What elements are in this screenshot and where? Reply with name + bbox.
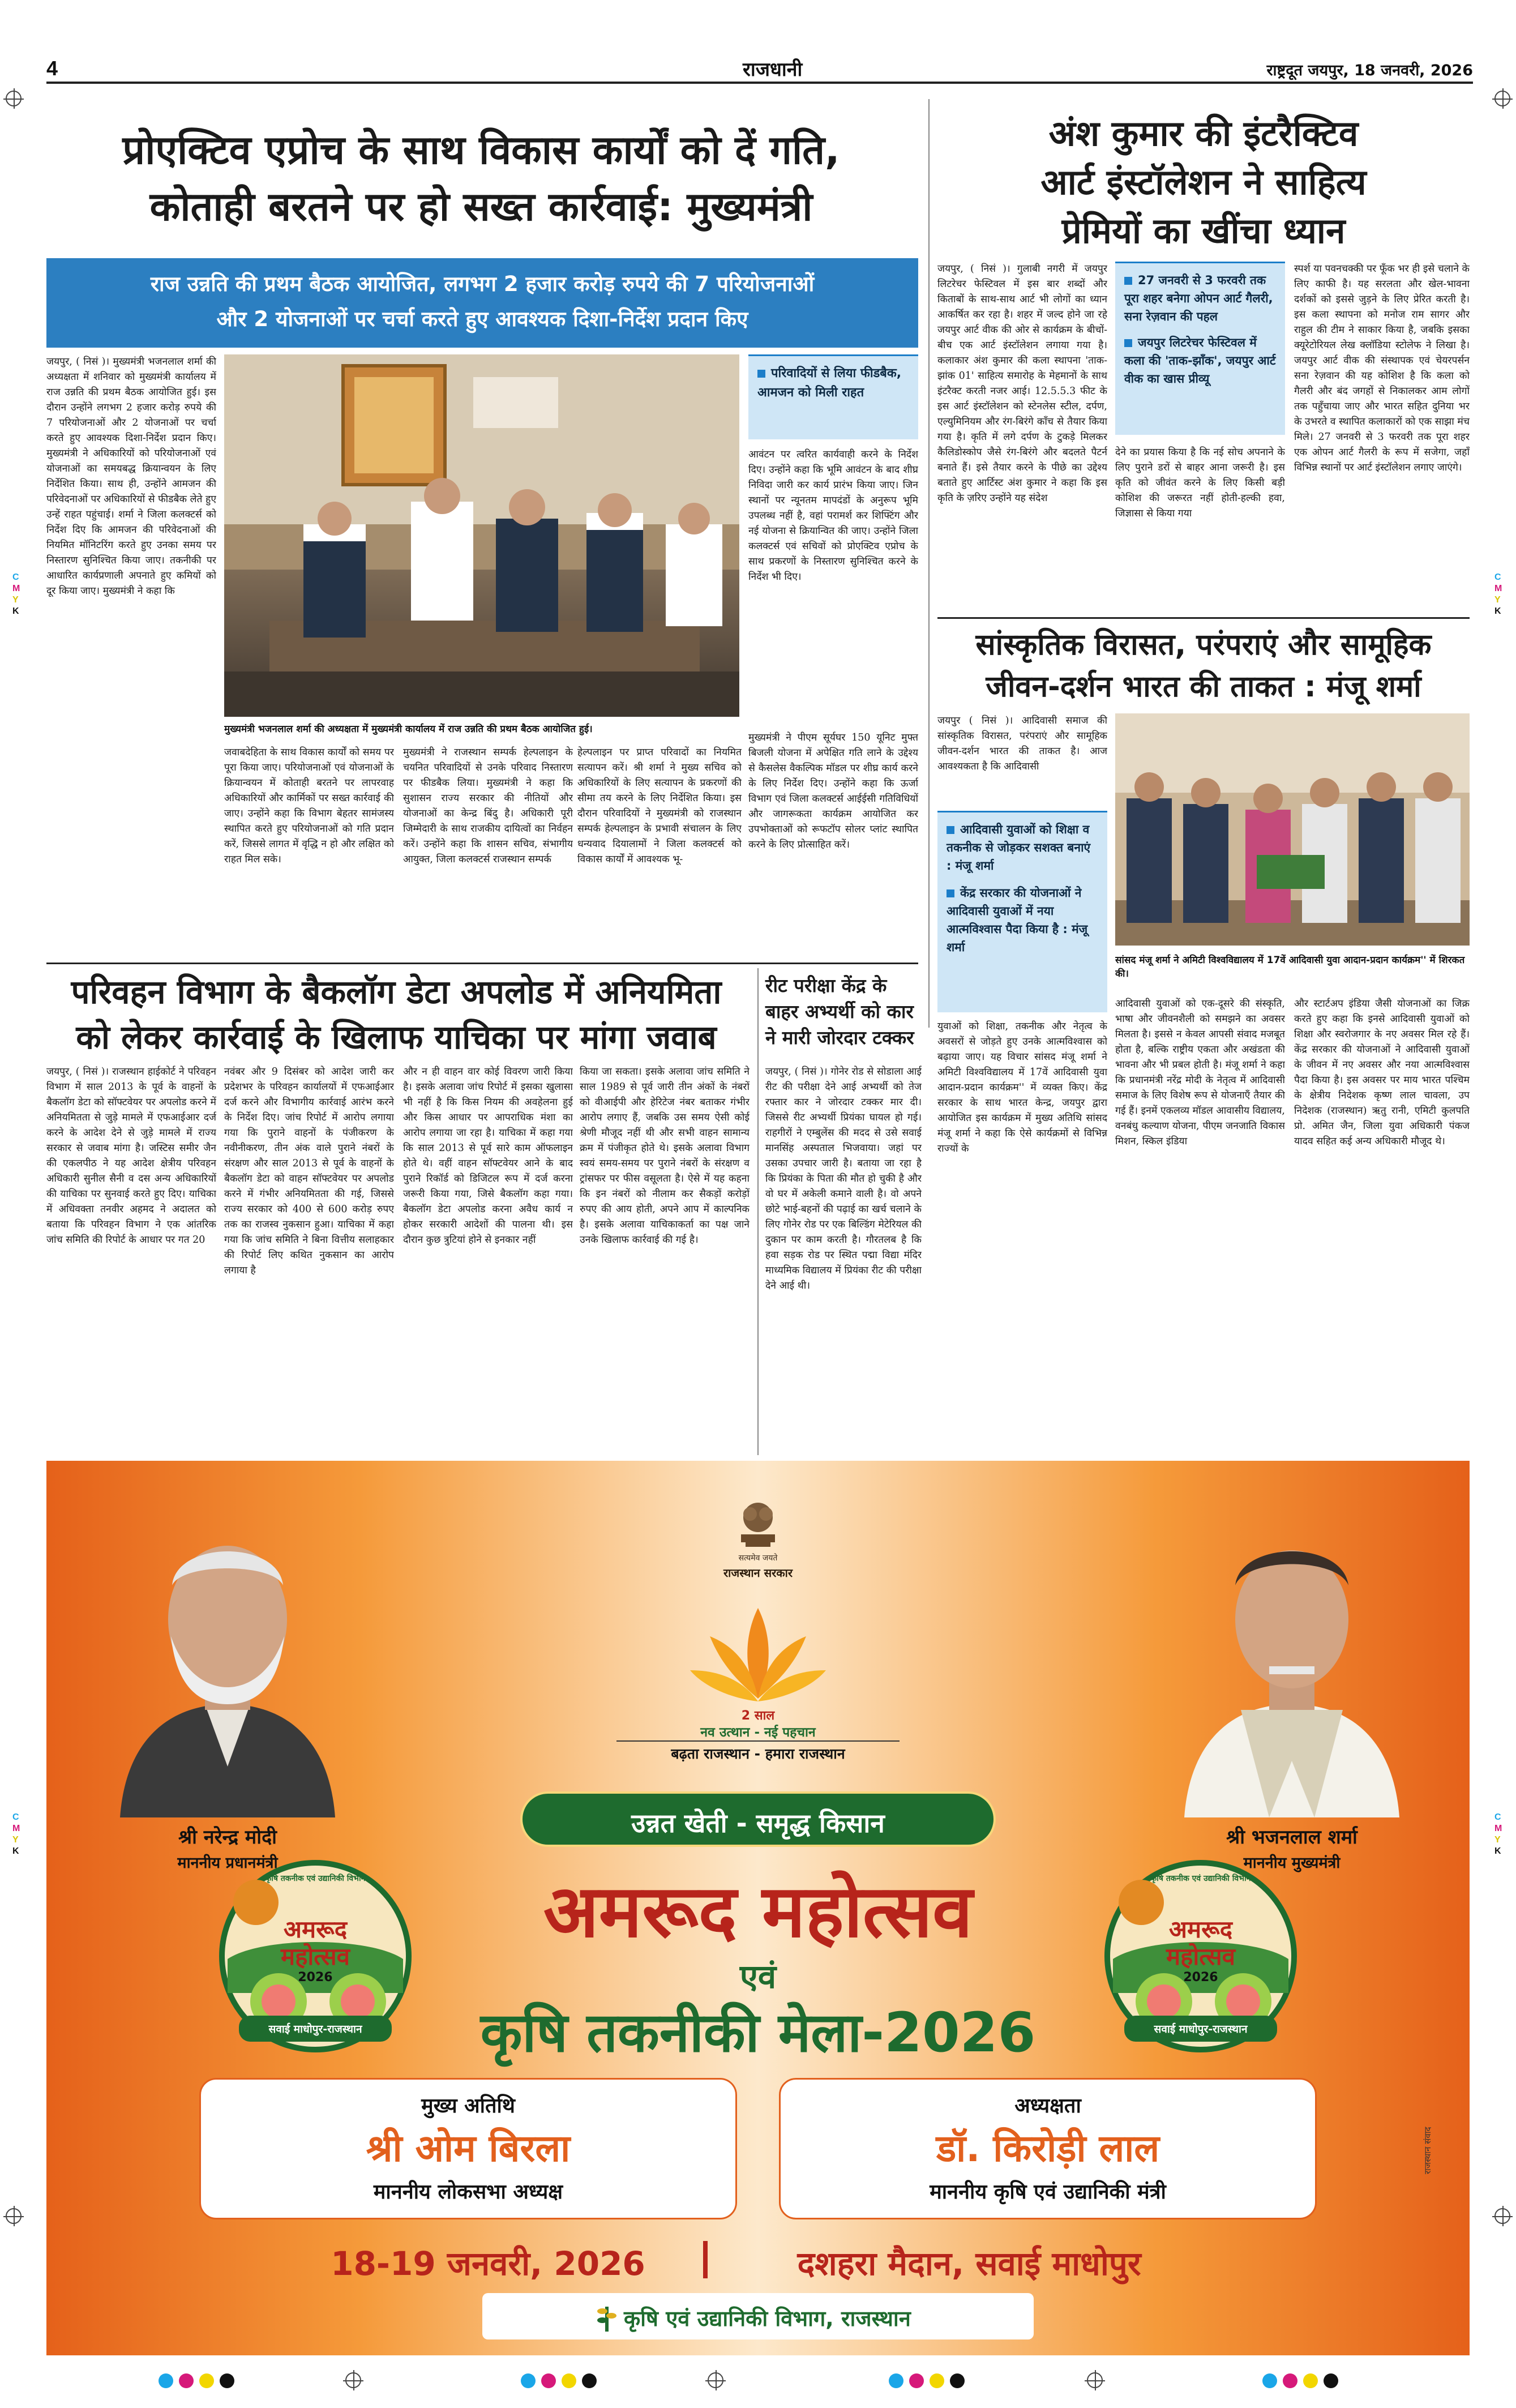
logo-left-title1: अमरूद (283, 1915, 348, 1943)
festival-title-line1: अमरूद महोत्सव (543, 1870, 973, 1954)
bullet-icon (947, 889, 954, 897)
cmyk-marks-right-bottom: C M Y K (1494, 1812, 1502, 1856)
emblem-caption: राजस्थान सरकार (723, 1566, 793, 1580)
tribal-intro-text: जयपुर ( निसं )। आदिवासी समाज की सांस्कृतिक विरासत, परंपराएं और सामूहिक जीवन-दर्शन भारत की ताकत है। आज आवश्यकता है कि आदिवासी (937, 715, 1107, 772)
registration-mark (1087, 2372, 1103, 2388)
tribal-col2-text: आदिवासी युवाओं को एक-दूसरे की संस्कृति, भाषा और जीवनशैली को समझने का अवसर मिलता है। इससे न केवल आपसी संवाद मजबूत होता है, बल्कि राष्ट्रीय एकता और अखंडता की भावना और भी प्रबल होती है। मंजू शर्मा ने कहा कि प्रधानमंत्री नरेंद्र मोदी के नेतृत्व में आदिवासी समाज के लिए विशेष रूप से योजनाएँ तैयार की गई हैं। इनमें एकलव्य मॉडल आवासीय विद्यालय, वनबंधु कल्याण योजना, पीएम जनजाति विकास मिशन, स्किल इंडिया (1115, 998, 1285, 1147)
art-headline-line1: अंश कुमार की इंटरैक्टिव (1048, 113, 1359, 154)
page-header (46, 52, 1473, 84)
main-col4-top-text: आवंटन पर त्वरित कार्यवाही करने के निर्देश दिए। उन्होंने कहा कि भूमि आवंटन के बाद शीघ्र निविदा जारी कर कार्य प्रारंभ किया जाए। जिन स्थानों पर न्यूनतम मापदंडों के अनुरूप भूमि उपलब्ध नहीं है, वहां परामर्श कर शिफ्टिंग और नई योजना से क्रियान्वित की जाए। उन्होंने जिला कलक्टर्स एवं सचिवों को प्रोएक्टिव एप्रोच के साथ प्रकरणों के निस्तारण सुनिश्चित करने के निर्देश भी दिए। (748, 449, 918, 583)
reet-body-text: जयपुर, ( निसं )। गोनेर रोड से सोडाला आई रीट की परीक्षा देने आई अभ्यर्थी को तेज रफ्तार कार ने जोरदार टक्कर मार दी। जिससे रीट अभ्यर्थी प्रियंका घायल हो गई। राहगीरों ने एम्बुलेंस की मदद से उसे सवाई मानसिंह अस्पताल भिजवाया। जहां पर उसका उपचार जारी है। बताया जा रहा है कि प्रियंका के पिता की मौत हो चुकी है और वो घर में अकेली कमाने वाली है। वो अपने छोटे भाई-बहनों की पढ़ाई का खर्च चलाने के लिए गोनेर रोड पर एक बिल्डिंग मेटेरियल की दुकान पर काम करती है। गौरतलब है कि हवा सड़क रोड पर स्थित पद्मा विद्या मंदिर माध्यमिक विद्यालय में प्रियंका रीट की परीक्षा देने आई थी। (765, 1066, 922, 1291)
yellow-dot (199, 2373, 214, 2388)
section-divider (46, 963, 918, 964)
cyan-dot (521, 2373, 536, 2388)
agriculture-dept-icon (596, 2301, 618, 2332)
festival-title-line2: एवं (739, 1957, 777, 1996)
magenta-dot (1283, 2373, 1297, 2388)
modi-portrait (109, 1500, 346, 1817)
art-highlight-item: 27 जनवरी से 3 फरवरी तक पूरा शहर बनेगा ओपन आर्ट गैलरी, सना रेज़वान की पहल (1124, 273, 1273, 323)
tribal-photo-caption: सांसद मंजू शर्मा ने अमिटी विश्वविद्यालय में 17वें आदिवासी युवा आदान-प्रदान कार्यक्रम'' में शिरकत की। (1115, 955, 1465, 980)
main-col3-text: मुख्यमंत्री ने राजस्थान सम्पर्क हेल्पलाइन के चयनित परिवादियों से उनके परिवाद निस्तारण पर फीडबैक लिया। मुख्यमंत्री ने कहा कि सुशासन राज्य सरकार की नीतियों और योजनाओं का केन्द्र बिंदु है। अधिकारी पूरी जिम्मेदारी के साथ राजकीय दायित्वों का निर्वहन करें। उन्होंने कहा कि शासन सचिव, संभागीय आयुक्त, जिला कलक्टर्स राजस्थान सम्पर्क (403, 747, 573, 865)
art-col3-text: स्पर्श या पवनचक्की पर फूँक भर ही इसे चलाने के लिए काफी है। यह सरलता और खेल-भावना दर्शकों को इससे जुड़ने के लिए प्रेरित करती है। इस कला स्थापना को मनोज राम सागर और राहुल की टीम ने साकार किया है, जबकि इसका क्यूरेटोरियल लेख क्लॉडिया स्टोलेफ ने लिखा है। जयपुर आर्ट वीक की संस्थापक एवं चेयरपर्सन सना रेज़वान की यह कोशिश है कि कला को गैलरी और बंद जगहों से निकालकर आम लोगों तक पहुँचाया जाए और भारत सहित दुनिया भर के उभरते व स्थापित कलाकारों को एक साझा मंच मिले। 27 जनवरी से 3 फरवरी तक पूरा शहर एक ओपन आर्ट गैलरी के रूप में सजेगा, जहाँ विभिन्न स्थानों पर आर्ट इंस्टॉलेशन लगाए जाएंगे। (1294, 263, 1470, 473)
cyan-dot (159, 2373, 173, 2388)
chief-guest-label: मुख्य अतिथि (421, 2094, 515, 2118)
registration-mark (6, 2208, 22, 2224)
registration-mark (6, 91, 22, 106)
logo-right-title1: अमरूद (1168, 1915, 1233, 1943)
magenta-dot (909, 2373, 924, 2388)
main-highlight-box (748, 354, 918, 439)
transport-headline-line2: को लेकर कार्रवाई के खिलाफ याचिका पर मांगा जवाब (76, 1018, 717, 1057)
logo-right-year: 2026 (1183, 1970, 1218, 1984)
page-number: 4 (46, 57, 58, 80)
art-highlight-box (1115, 262, 1285, 435)
main-highlight-text: परिवादियों से लिया फीडबैक, आमजन को मिली राहत (757, 366, 902, 400)
art-col2-text: देने का प्रयास किया है कि नई सोच अपनाने के लिए पुराने डरों से बाहर आना जरूरी है। इस कृति को जीवंत करने के लिए किसी बड़ी कोशिश की जरूरत नहीं होती-हल्की हवा, जिज्ञासा से किया गया (1115, 447, 1285, 519)
logo-left-title2: महोत्सव (280, 1943, 350, 1970)
black-dot (220, 2373, 234, 2388)
side-credit: राजस्थान संवाद (1423, 2127, 1433, 2174)
logo-right-topline: कृषि तकनीक एवं उद्यानिकी विभाग (1150, 1874, 1251, 1883)
bullet-icon (757, 370, 765, 378)
yellow-dot (1303, 2373, 1318, 2388)
transport-headline-line1: परिवहन विभाग के बैकलॉग डेटा अपलोड में अनियमिता (71, 973, 722, 1011)
art-headline-line3: प्रेमियों का खींचा ध्यान (1061, 210, 1346, 251)
tagline: नव उत्थान - नई पहचान (700, 1725, 816, 1740)
registration-mark (1494, 2208, 1510, 2224)
tribal-col3-text: और स्टार्टअप इंडिया जैसी योजनाओं का जिक्र करते हुए कहा कि इनसे आदिवासी युवाओं को शिक्षा और स्वरोजगार के नए अवसर मिल रहे हैं। केंद्र सरकार की योजनाओं ने आदिवासी युवाओं के जीवन में नए अवसर और नया आत्मविश्वास पैदा किया है। इस अवसर पर माय भारत पश्चिम के क्षेत्रीय निदेशक कृष्ण लाल चावला, उप निदेशक (राजस्थान) ऋतु रानी, एमिटी कुलपति प्रो. अमित जैन, जिला युवा अधिकारी पंकज यादव सहित कई अन्य अधिकारी मौजूद थे। (1294, 998, 1470, 1147)
event-dates: 18-19 जनवरी, 2026 (331, 2244, 645, 2283)
logo-left-place: सवाई माधोपुर-राजस्थान (268, 2023, 362, 2035)
yellow-dot (562, 2373, 576, 2388)
dates-venue-divider (703, 2241, 708, 2278)
chair-title: माननीय कृषि एवं उद्यानिकी मंत्री (930, 2180, 1166, 2204)
bullet-icon (1124, 277, 1132, 285)
meeting-photo-caption: मुख्यमंत्री भजनलाल शर्मा की अध्यक्षता में मुख्यमंत्री कार्यालय में राज उन्नति की प्रथम बैठक आयोजित हुई। (224, 724, 593, 735)
tribal-highlight-item: केंद्र सरकार की योजनाओं ने आदिवासी युवाओं में नया आत्मविश्वास पैदा किया है : मंजू शर्मा (947, 886, 1088, 954)
transport-col3-text: और न ही वाहन वार कोई विवरण जारी किया है। इसके अलावा जांच रिपोर्ट में इसका खुलासा भी नहीं है कि किस नियम की अवहेलना हुई और किस आधार पर आपराधिक मंशा का आरोप लगाया जा रहा है। याचिका में कहा गया कि साल 2013 से पूर्व सारे काम ऑफलाइन होते थे। वहीं वाहन सॉफ्टवेयर आने के बाद पुराने रिकॉर्ड को डिजिटल रूप में दर्ज करना जरूरी किया गया, जिसे बैकलॉग कहा गया। बैकलॉग डेटा अपलोड करना अवैध कार्य न होकर सरकारी आदेशों की पालना थी। इस दौरान कुछ त्रुटियां होने से इनकार नहीं (403, 1066, 573, 1246)
black-dot (1324, 2373, 1338, 2388)
chief-guest-title: माननीय लोकसभा अध्यक्ष (373, 2180, 563, 2204)
black-dot (950, 2373, 965, 2388)
left-person-name: श्री नरेन्द्र मोदी (178, 1826, 277, 1849)
tribal-headline-line2: जीवन-दर्शन भारत की ताकत : मंजू शर्मा (986, 670, 1421, 704)
art-headline-line2: आर्ट इंस्टॉलेशन ने साहित्य (1040, 161, 1367, 203)
chief-guest-name: श्री ओम बिरला (366, 2127, 571, 2170)
registration-mark (345, 2372, 361, 2388)
chair-label: अध्यक्षता (1014, 2094, 1081, 2118)
logo-right-title2: महोत्सव (1166, 1943, 1236, 1970)
cyan-dot (889, 2373, 903, 2388)
main-col1-text: जयपुर, ( निसं )। मुख्यमंत्री भजनलाल शर्मा की अध्यक्षता में शनिवार को मुख्यमंत्री कार्यालय में राज उन्नति की प्रथम बैठक आयोजित हुई। इस दौरान उन्होंने लगभग 2 हजार करोड़ रुपये की 7 परियोजनाओं और 2 योजनाओं पर चर्चा करते हुए आवश्यक दिशा-निर्देश प्रदान किए। मुख्यमंत्री ने अधिकारियों को परियोजनाओं एवं योजनाओं का समयबद्ध क्रियान्वयन के लिए निर्देशित किया। साथ ही, उन्होंने आमजन की परिवेदनाओं पर अधिकारियों से फीडबैक लेते हुए उन्हें राहत पहुंचाई। शर्मा ने जिला कलक्टर्स को निर्देश दिए कि आमजन की परिवेदनाओं की नियमित मॉनिटरिंग करते हुए उनका समय पर निस्तारण सुनिश्चित किया जाए। तकनीकी पर आधारित कार्यप्रणाली अपनाते हुए कमियों को दूर किया जाए। मुख्यमंत्री ने कहा कि (46, 356, 216, 597)
chief-guest-card (199, 2078, 737, 2219)
registration-mark (708, 2372, 723, 2388)
years-badge: 2 साल (741, 1709, 775, 1723)
main-subhead-banner (46, 258, 918, 348)
ad-footer-bar (482, 2293, 1034, 2339)
bhajanlal-portrait (1173, 1500, 1411, 1817)
main-col5-text: मुख्यमंत्री ने पीएम सूर्यघर 150 यूनिट मुफ्त बिजली योजना में अपेक्षित गति लाने के उद्देश्य से कैसलेस वैकल्पिक मॉडल पर शीघ्र कार्य करने के लिए निर्देश दिए। उन्होंने कहा कि ऊर्जा विभाग एवं जिला कलक्टर्स आईईसी गतिविधियों और जागरूकता कार्यक्रम आयोजित कर उपभोक्ताओं को रूफटॉप सोलर प्लांट स्थापित करने के लिए प्रोत्साहित करें। (748, 732, 918, 850)
advertisement-panel (46, 1461, 1470, 2355)
dateline: राष्ट्रदूत जयपुर, 18 जनवरी, 2026 (1266, 62, 1473, 79)
slogan-pill (520, 1791, 996, 1847)
tribal-event-photo (1115, 713, 1470, 946)
slogan: उन्नत खेती - समृद्ध किसान (631, 1808, 885, 1838)
meeting-photo (224, 354, 739, 717)
festival-logo-right (1102, 1857, 1300, 2055)
black-dot (582, 2373, 597, 2388)
main-col4-bottom-text: हेल्पलाइन पर प्राप्त परिवादों का नियमित सत्यापन करें। श्री शर्मा ने मुख्य सचिव को अधिकारियों के लिए सत्यापन के प्रकरणों की सीमा तय करने के लिए निर्देशित किया। इस दौरान परिवादियों ने मुख्यमंत्री को राजस्थान सम्पर्क हेल्पलाइन के प्रभावी संचालन के लिए धन्यवाद दियालामों ने जिला कलक्टर्स को विकास कार्यों में आवश्यक भू- (577, 747, 742, 865)
magenta-dot (541, 2373, 556, 2388)
chair-card (779, 2078, 1317, 2219)
festival-title-line3: कृषि तकनीकी मेला-2026 (480, 2001, 1036, 2064)
state-emblem-icon (734, 1495, 782, 1557)
lotus-logo-icon (687, 1602, 829, 1710)
yellow-dot (930, 2373, 944, 2388)
main-headline-line2: कोताही बरतने पर हो सख्त कार्रवाई: मुख्यमंत्री (149, 183, 813, 230)
main-col2-text: जवाबदेहिता के साथ विकास कार्यों को समय पर पूरा किया जाए। परियोजनाओं एवं योजनाओं के क्रियान्वयन में कोताही बरतने पर लापरवाह अधिकारियों और कार्मिकों पर सख्त कार्रवाई की जाए। उन्होंने कहा कि विभाग बेहतर सामंजस्य स्थापित करते हुए परियोजनाओं को गति प्रदान करें, जिससे लागत में वृद्धि न हो और लक्षित को राहत मिल सके। (224, 747, 394, 865)
bullet-icon (1124, 339, 1132, 347)
art-col1-text: जयपुर, ( निसं )। गुलाबी नगरी में जयपुर लिटरेचर फेस्टिवल में इस बार शब्दों और किताबों के साथ-साथ आर्ट भी लोगों का ध्यान आकर्षित कर रहा है। शहर में जल्द होने जा रहे जयपुर आर्ट वीक की ओर से कार्यक्रम के बीचों-बीच एक आर्ट इंस्टॉलेशन लगाया गया है। कलाकार अंश कुमार की कला स्थापना 'ताक-झांक 01' साहित्य समारोह के मेहमानों के साथ इंटरैक्ट करती नजर आई। 12.5.5.3 फीट के इस आर्ट इंस्टॉलेशन को स्टेनलेस स्टील, दर्पण, एल्युमिनियम और रंग-बिरंगे काँच से तैयार किया गया है। कृति में लगे दर्पण के टुकड़े मिलकर कैलिडोस्कोप जैसे रंग-बिरंगे और बदलते पैटर्न बनाते हैं। इसे तैयार करने के पीछे का उद्देश्य बताते हुए आर्टिस्ट अंश कुमार ने कहा कि इस कृति के ज़रिए उन्होंने यह संदेश (937, 263, 1107, 504)
magenta-dot (179, 2373, 194, 2388)
event-venue: दशहरा मैदान, सवाई माधोपुर (797, 2244, 1141, 2283)
logo-left-topline: कृषि तकनीक एवं उद्यानिकी विभाग (265, 1874, 366, 1883)
right-person-title: माननीय मुख्यमंत्री (1243, 1854, 1341, 1872)
column-divider (928, 99, 930, 1028)
chair-name: डॉ. किरोड़ी लाल (936, 2127, 1160, 2170)
section-title: राजधानी (743, 58, 803, 81)
logo-left-year: 2026 (298, 1970, 333, 1984)
tagline-2: बढ़ता राजस्थान - हमारा राजस्थान (616, 1740, 900, 1763)
transport-col2-text: नवंबर और 9 दिसंबर को आदेश जारी कर प्रदेशभर के परिवहन कार्यालयों में एफआईआर दर्ज करने और विभागीय कार्रवाई आरंभ करने के निर्देश दिए। जांच रिपोर्ट में आरोप लगाया गया कि पुराने वाहनों के पंजीकरण के नवीनीकरण, तीन अंक वाले पुराने नंबरों के संरक्षण और साल 2013 से पूर्व के वाहनों के बैकलॉग डेटा को वाहन सॉफ्टवेयर पर अपलोड करने में गंभीर अनियमितता की गई, जिससे राज्य सरकार को 400 से 600 करोड़ रुपए तक का राजस्व नुकसान हुआ। याचिका में कहा गया कि जांच समिति ने बिना वित्तीय सलाहकार की रिपोर्ट लिए कथित नुकसान का आरोप लगाया है (224, 1066, 394, 1276)
tribal-headline-line1: सांस्कृतिक विरासत, परंपराएं और सामूहिक (975, 628, 1432, 662)
art-highlight-item: जयपुर लिटरेचर फेस्टिवल में कला की 'ताक-झाँक', जयपुर आर्ट वीक का खास प्रीव्यू (1124, 336, 1276, 386)
left-person-title: माननीय प्रधानमंत्री (177, 1854, 278, 1872)
main-subhead-line2: और 2 योजनाओं पर चर्चा करते हुए आवश्यक दिशा-निर्देश प्रदान किए (216, 307, 748, 331)
reet-headline: रीट परीक्षा केंद्र के बाहर अभ्यर्थी को कार ने मारी जोरदार टक्कर (765, 974, 914, 1049)
main-subhead-line1: राज उन्नति की प्रथम बैठक आयोजित, लगभग 2 हजार करोड़ रुपये की 7 परियोजनाओं (150, 272, 815, 296)
transport-col1-text: जयपुर, ( निसं )। राजस्थान हाईकोर्ट ने परिवहन विभाग में साल 2013 के पूर्व के वाहनों के बैकलॉग डेटा को सॉफ्टवेयर पर अपलोड करने में अनियमितता से जुड़े मामले में एफआईआर दर्ज करने के आदेश देने से जुड़े मामले में राज्य सरकार से जवाब मांगा है। जस्टिस समीर जैन की एकलपीठ ने यह आदेश क्षेत्रीय परिवहन अधिकारी सुनील सैनी व दस अन्य अधिकारियों की याचिका पर सुनवाई करते हुए दिए। याचिका में अधिवक्ता तनवीर अहमद ने अदालत को बताया कि परिवहन विभाग ने एक आंतरिक जांच समिति की रिपोर्ट के आधार पर गत 20 (46, 1066, 216, 1246)
print-control-strip (159, 2370, 1404, 2393)
cmyk-marks-left-top: C M Y K (12, 572, 20, 616)
column-divider (757, 968, 759, 1455)
tribal-col1-text: युवाओं को शिक्षा, तकनीक और नेतृत्व के अवसरों से जोड़ते हुए उनके आत्मविश्वास को बढ़ाया जाए। यह विचार सांसद मंजू शर्मा ने अमिटी विश्वविद्यालय में 17वें आदिवासी युवा आदान-प्रदान कार्यक्रम'' में व्यक्त किए। केंद्र सरकार के साथ भारत केन्द्र, जयपुर द्वारा आयोजित इस कार्यक्रम में मुख्य अतिथि सांसद मंजू शर्मा ने कहा कि ऐसे कार्यक्रमों से विभिन्न राज्यों के (937, 1021, 1107, 1154)
section-divider (937, 617, 1470, 619)
logo-right-place: सवाई माधोपुर-राजस्थान (1154, 2023, 1248, 2035)
transport-col4-text: किया जा सकता। इसके अलावा जांच समिति ने साल 1989 से पूर्व जारी तीन अंकों के नंबरों को वीआईपी और हेरिटेज नंबर बताकर गंभीर आरोप लगाए हैं, जबकि उस समय ऐसी कोई श्रेणी मौजूद नहीं थी और सभी वाहन सामान्य क्रम में पंजीकृत होते थे। इसके अलावा विभाग स्वयं समय-समय पर पुराने नंबरों के संरक्षण व ट्रांसफर पर फीस वसूलता है। ऐसे में यह कहना कि इन नंबरों को नीलाम कर सैकड़ों करोड़ों रुपए की आय होती, अपने आप में काल्पनिक है। इसके अलावा याचिकाकर्ता का पक्ष जाने उनके खिलाफ कार्रवाई की गई है। (580, 1066, 750, 1246)
cmyk-marks-right-top: C M Y K (1494, 572, 1502, 616)
bullet-icon (947, 826, 954, 834)
main-headline-line1: प्रोएक्टिव एप्रोच के साथ विकास कार्यों को दें गति, (122, 127, 840, 173)
festival-logo-left (216, 1857, 414, 2055)
footer-dept: कृषि एवं उद्यानिकी विभाग, राजस्थान (624, 2306, 911, 2331)
emblem-motto: सत्यमेव जयते (738, 1554, 778, 1563)
tribal-highlight-box (937, 811, 1107, 1012)
right-person-name: श्री भजनलाल शर्मा (1226, 1826, 1357, 1849)
registration-mark (1494, 91, 1510, 106)
tribal-highlight-item: आदिवासी युवाओं को शिक्षा व तकनीक से जोड़कर सशक्त बनाएं : मंजू शर्मा (947, 823, 1091, 872)
cmyk-marks-left-bottom: C M Y K (12, 1812, 20, 1856)
cyan-dot (1262, 2373, 1277, 2388)
